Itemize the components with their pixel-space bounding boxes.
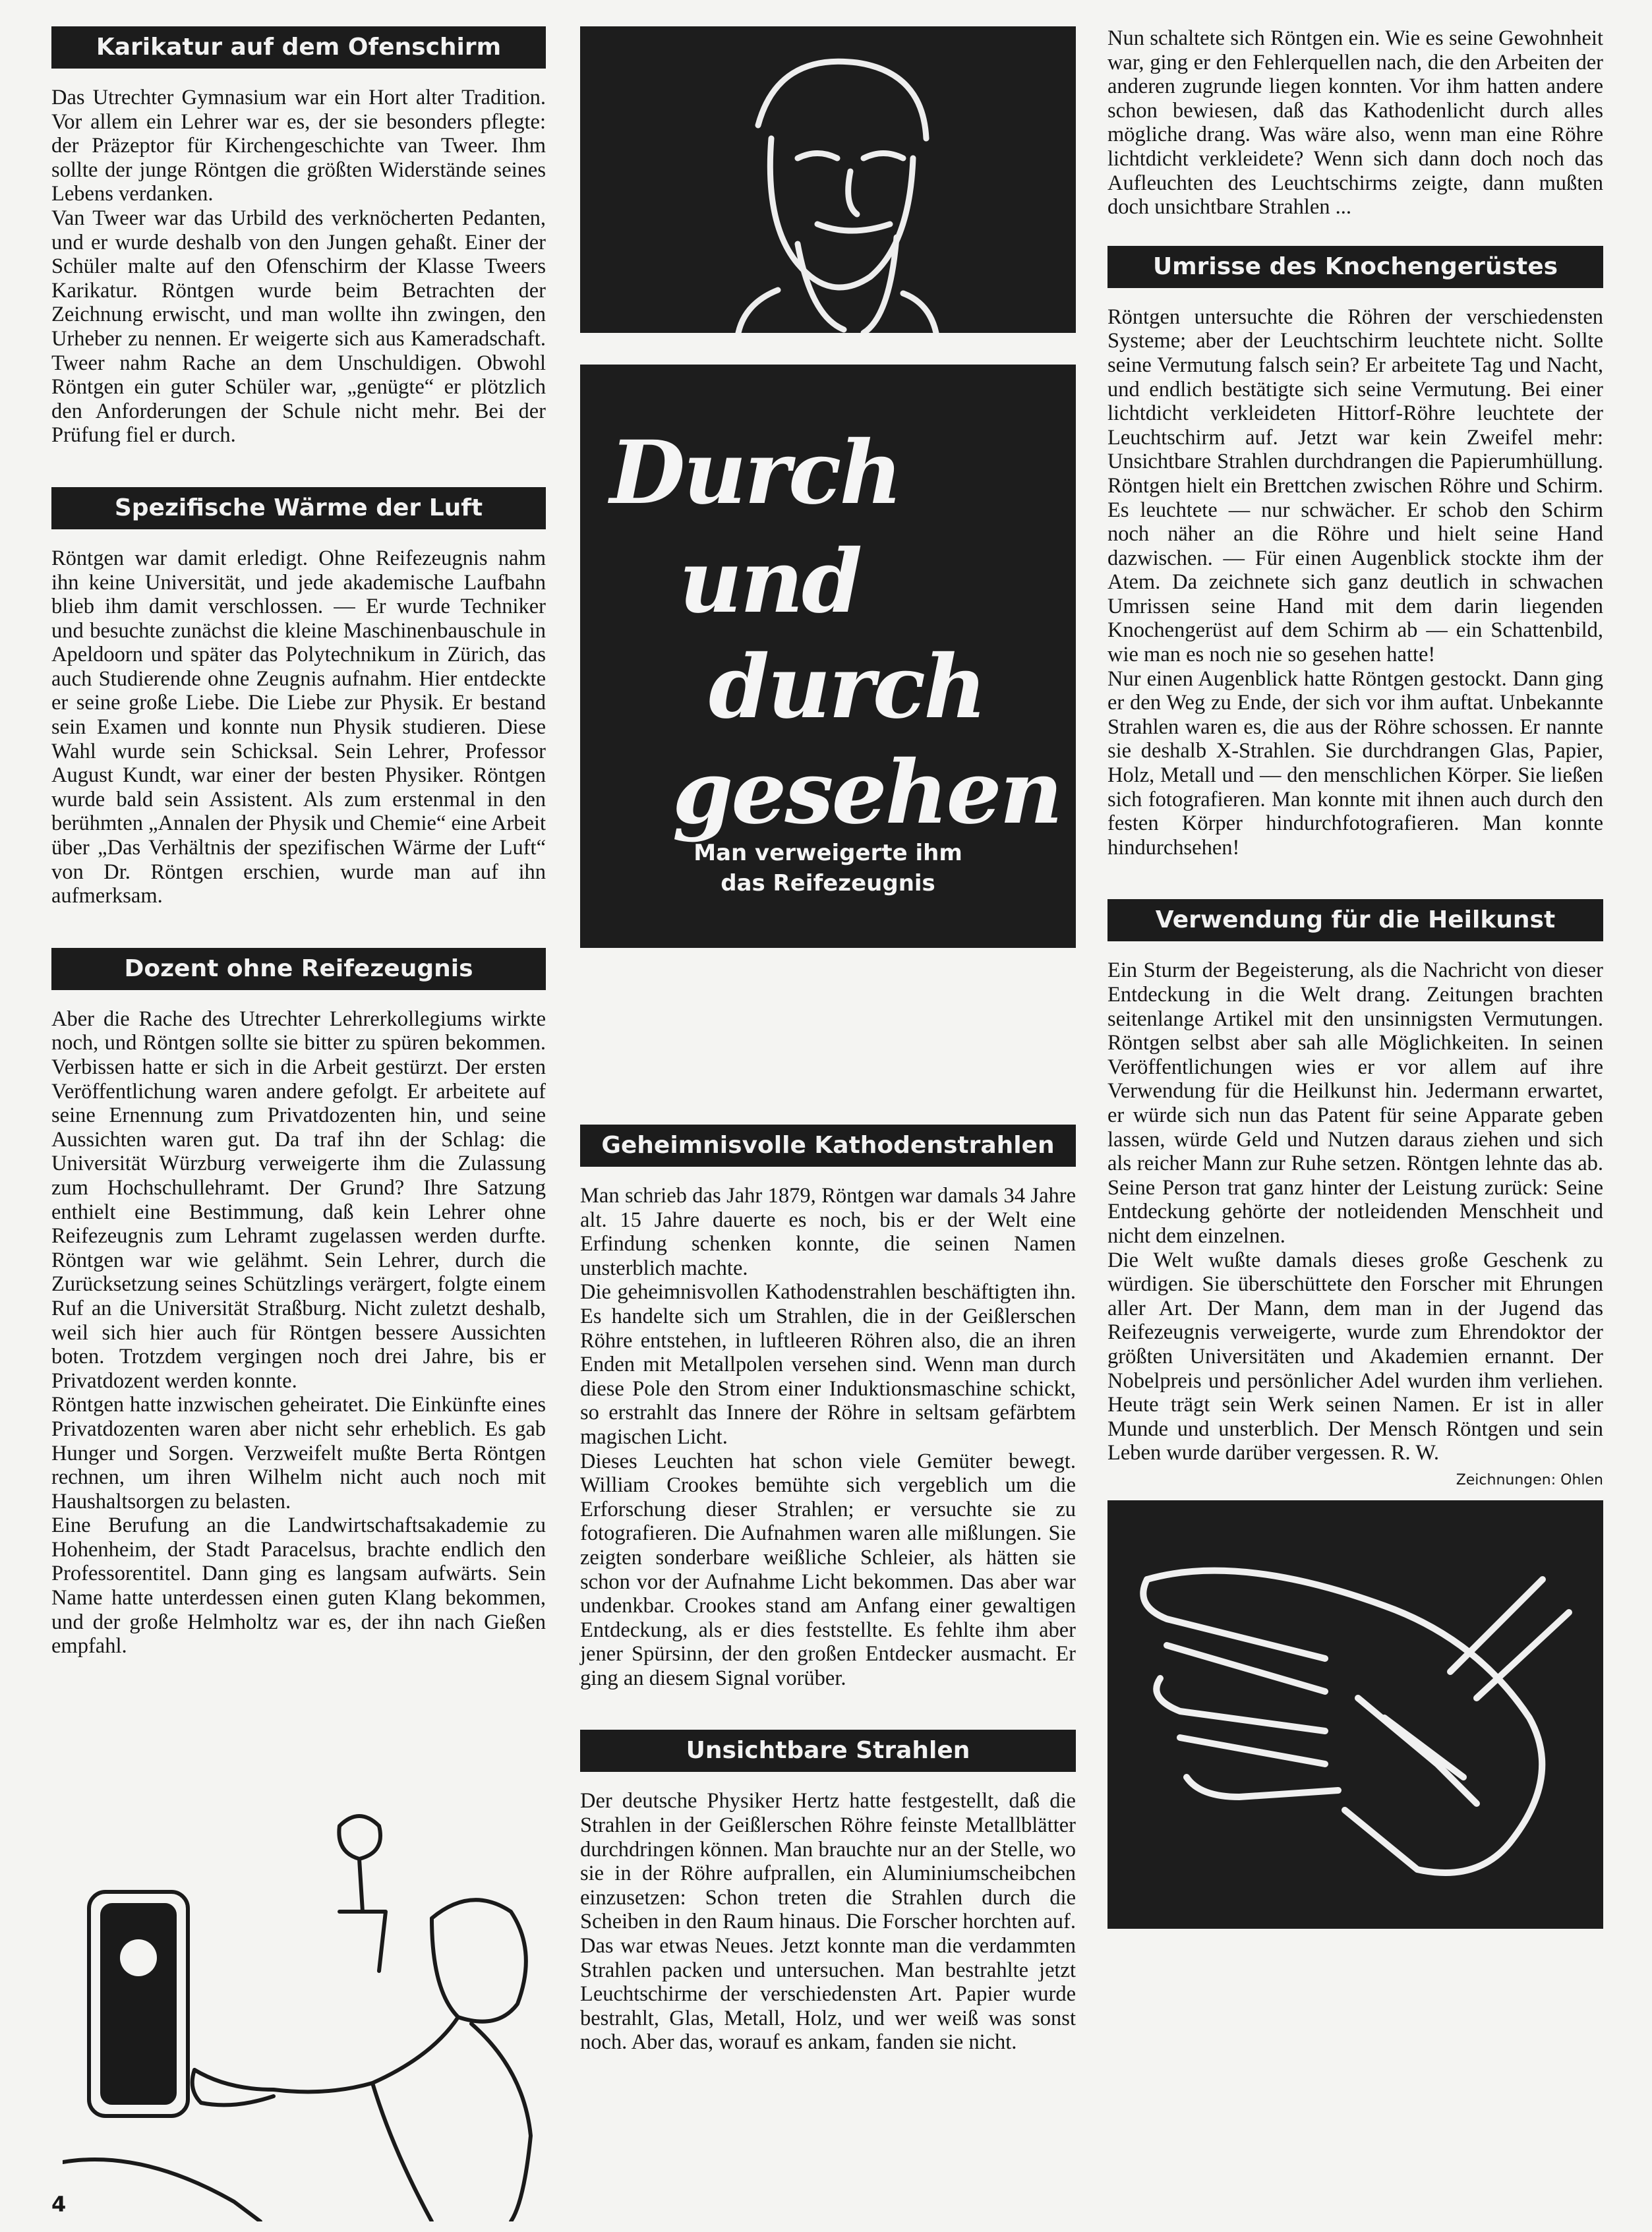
paragraph: Röntgen hatte inzwischen geheiratet. Die Einkünfte eines Privatdozenten waren aber nicht sehr erheblich. Es gab Hunger und Sorgen. Verzweifelt mußte Berta Röntgen rechnen, um ihren Wilhelm nicht auch noch mit Haushaltsorgen zu belasten. bbox=[51, 1393, 546, 1513]
paragraph: Man schrieb das Jahr 1879, Röntgen war damals 34 Jahre alt. 15 Jahre dauerte es noch, bis er der Welt eine Erfindung schenken konnte, die seinen Namen unsterblich machte. bbox=[580, 1184, 1076, 1280]
subtitle-line-2: das Reifezeugnis bbox=[721, 870, 935, 896]
caricature-sketch-icon bbox=[63, 1806, 550, 2221]
title-panel bbox=[580, 365, 1076, 948]
paragraph: Die Welt wußte damals dieses große Geschenk zu würdigen. Sie überschüttete den Forscher mit Ehrungen aller Art. Der Mann, dem man in der Jugend das Reifezeugnis verweigerte, wurde zum Ehrendoktor der größten Universitäten und Akademien ernannt. Der Nobelpreis und persönlicher Adel wurden ihm verliehen. Heute trägt sein Werk seinen Namen. Er ist in aller Munde und unsterblich. Der Mensch Röntgen und sein Leben wurde darüber vergessen. R. W. bbox=[1107, 1248, 1603, 1465]
section-heading-waerme: Spezifische Wärme der Luft bbox=[51, 487, 546, 529]
continued-text-space bbox=[580, 960, 1076, 1125]
paragraph: Aber die Rache des Utrechter Lehrerkollegiums wirkte noch, und Röntgen sollte sie bitter zu spüren bekommen. Verbissen hatte er sich in die Arbeit gestürzt. Der ersten Veröffentlichung waren andere gefolgt. Er arbeitete auf seine Ernennung zum Privatdozenten hin, und seine Aussichten waren gut. Da traf ihn der Schlag: die Universität Würzburg verweigerte ihm die Zulassung zum Hochschullehramt. Der Grund? Ihre Satzung enthielt eine Bestimmung, daß kein Lehrer ohne Reifezeugnis zum Lehramt zugelassen werden durfte. Röntgen war wie gelähmt. Sein Lehrer, durch die Zurücksetzung seines Schützlings verärgert, folgte einem Ruf an die Universität Straßburg. Nicht zuletzt deshalb, weil sich hier auch für Röntgen bessere Aussichten boten. Trotzdem vergingen noch drei Jahre, bis er Privatdozent werden konnte. bbox=[51, 1007, 546, 1393]
paragraph: Die geheimnisvollen Kathodenstrahlen beschäftigten ihn. Es handelte sich um Strahlen, die in der Geißlerschen Röhre entstehen, in luftleeren Röhren also, die an ihren Enden mit Metallpolen versehen sind. Wenn man durch diese Pole den Strom einer Induktionsmaschine schickt, so erstrahlt das Innere der Röhre in seltsam gefärbtem magischen Licht. bbox=[580, 1280, 1076, 1449]
column-middle bbox=[580, 26, 1076, 2055]
paragraph: Eine Berufung an die Landwirtschaftsakademie zu Hohenheim, der Stadt Paracelsus, brachte endlich den Professorentitel. Dann ging es langsam aufwärts. Sein Name hatte unterdessen einen guten Klang bekommen, und der große Helmholtz war es, der ihn nach Gießen empfahl. bbox=[51, 1513, 546, 1659]
section-heading-kathoden: Geheimnisvolle Kathodenstrahlen bbox=[580, 1125, 1076, 1167]
section-heading-karikatur: Karikatur auf dem Ofenschirm bbox=[51, 26, 546, 69]
section-heading-unsichtbar: Unsichtbare Strahlen bbox=[580, 1730, 1076, 1772]
section-heading-heilkunst: Verwendung für die Heilkunst bbox=[1107, 899, 1603, 941]
title-line-1: Durch bbox=[610, 422, 901, 524]
column-right bbox=[1107, 26, 1603, 1929]
title-line-4: gesehen bbox=[672, 742, 1061, 844]
title-line-2: und bbox=[679, 531, 861, 633]
illustration-credit: Zeichnungen: Ohlen bbox=[1456, 1471, 1603, 1488]
title-line-3: durch bbox=[709, 636, 986, 738]
subtitle-line-1: Man verweigerte ihm bbox=[693, 840, 962, 866]
paragraph: Van Tweer war das Urbild des verknöcherten Pedanten, und er wurde deshalb von den Jungen gehaßt. Einer der Schüler malte auf den Ofenschirm der Klasse Tweers Karikatur. Röntgen wurde beim Betrachten der Zeichnung erwischt, und man wollte ihn zwingen, den Urheber zu nennen. Er weigerte sich aus Kameradschaft. Tweer nahm Rache an dem Unschuldigen. Obwohl Röntgen ein guter Schüler war, „genügte“ er plötzlich den Anforderungen der Schule nicht mehr. Bei der Prüfung fiel er durch. bbox=[51, 206, 546, 448]
page-number: 4 bbox=[51, 2192, 67, 2217]
paragraph: Nun schaltete sich Röntgen ein. Wie es seine Gewohnheit war, ging er den Fehlerquellen nach, die den Arbeiten der anderen zugrunde liegen konnten. Vor ihm hatten andere schon bewiesen, daß das Kathodenlicht durch alles mögliche drang. Was wäre also, wenn man eine Röhre lichtdicht verkleidete? Wenn sich dann doch noch das Aufleuchten des Leuchtschirms zeigte, dann mußten doch unsichtbare Strahlen ... bbox=[1107, 26, 1603, 220]
xray-hand-illustration bbox=[1107, 1500, 1603, 1929]
xray-hand-icon bbox=[1107, 1500, 1603, 1929]
paragraph: Dieses Leuchten hat schon viele Gemüter bewegt. William Crookes bemühte sich vergeblich um die Erforschung dieser Strahlen; er versuchte sie zu fotografieren. Die Aufnahmen waren alle mißlungen. Sie zeigten sonderbare weißliche Schleier, als hätten sie schon vor der Aufnahme Licht bekommen. Das aber war undenkbar. Crookes stand am Anfang einer gewaltigen Entdeckung, als er dies feststellte. Es fehlte ihm aber jener Spürsinn, der den großen Entdecker ausmacht. Er ging an diesem Signal vorüber. bbox=[580, 1449, 1076, 1690]
paragraph: Röntgen untersuchte die Röhren der verschiedensten Systeme; aber der Leuchtschirm leuchtete nicht. Sollte seine Vermutung falsch sein? Er arbeitete Tag und Nacht, und endlich bestätigte sich seine Vermutung. Bei einer lichtdicht verkleideten Hittorf-Röhre leuchtete der Leuchtschirm auf. Jetzt war kein Zweifel mehr: Unsichtbare Strahlen durchdrangen die Papierumhüllung. Röntgen hielt ein Brettchen zwischen Röhre und Schirm. Es leuchtete — nur schwächer. Er schob den Schirm noch näher an die Röhre und hielt seine Hand dazwischen. — Für einen Augenblick stockte ihm der Atem. Da zeichnete sich ganz deutlich in schwachen Umrissen seine Hand mit dem darin liegenden Knochengerüst auf dem Schirm ab — ein Schattenbild, wie man es noch nie so gesehen hatte! bbox=[1107, 305, 1603, 667]
paragraph: Der deutsche Physiker Hertz hatte festgestellt, daß die Strahlen in der Geißlerschen Röhre feinste Metallblätter durchdringen können. Man brauchte nur an der Stelle, wo sie in der Röhre aufprallen, ein Aluminiumscheibchen einzusetzen: Schon treten die Strahlen durch die Scheiben in den Raum hinaus. Die Forscher horchten auf. Das war etwas Neues. Jetzt konnte man die verdammten Strahlen packen und untersuchen. Man bestrahlte jetzt Leuchtschirme der verschiedensten Art. Papier wurde bestrahlt, Glas, Metall, Holz, und wer weiß was sonst noch. Aber das, worauf es ankam, fanden sie nicht. bbox=[580, 1789, 1076, 2055]
subtitle bbox=[580, 838, 1076, 898]
paragraph: Das Utrechter Gymnasium war ein Hort alter Tradition. Vor allem ein Lehrer war es, der sie besonders pflegte: der Präzeptor für Kirchengeschichte van Tweer. Ihm sollte der junge Röntgen die größten Widerstände seines Lebens verdanken. bbox=[51, 86, 546, 206]
portrait-illustration bbox=[580, 26, 1076, 333]
section-heading-dozent: Dozent ohne Reifezeugnis bbox=[51, 948, 546, 990]
paragraph: Röntgen war damit erledigt. Ohne Reifezeugnis nahm ihn keine Universität, und jede akademische Laufbahn blieb ihm damit verschlossen. — Er wurde Techniker und besuchte zunächst die kleine Maschinenbauschule in Apeldoorn und später das Polytechnikum in Zürich, das auch Studierende ohne Zeugnis aufnahm. Hier entdeckte er seine große Liebe. Die Liebe zur Physik. Er bestand sein Examen und konnte nun Physik studieren. Diese Wahl wurde sein Schicksal. Sein Lehrer, Professor August Kundt, war einer der besten Physiker. Röntgen wurde bald sein Assistent. Als zum erstenmal in den berühmten „Annalen der Physik und Chemie“ eine Arbeit über „Das Verhältnis der spezifischen Wärme der Luft“ von Dr. Röntgen erschien, wurde man auf ihn aufmerksam. bbox=[51, 546, 546, 908]
column-left bbox=[51, 26, 546, 1659]
caricature-sketch-illustration bbox=[63, 1806, 550, 2221]
roentgen-portrait-icon bbox=[580, 26, 1076, 333]
paragraph: Nur einen Augenblick hatte Röntgen gestockt. Dann ging er den Weg zu Ende, der sich vor ihm auftat. Unbekannte Strahlen waren es, die aus der Röhre schossen. Er nannte sie deshalb X-Strahlen. Sie durchdrangen Glas, Papier, Holz, Metall und — den menschlichen Körper. Sie ließen sich fotografieren. Man konnte mit ihnen auch durch den festen Körper hindurchfotografieren. Man konnte hindurchsehen! bbox=[1107, 666, 1603, 860]
paragraph: Ein Sturm der Begeisterung, als die Nachricht von dieser Entdeckung in die Welt drang. Zeitungen brachten seitenlange Artikel mit den unsinnigsten Vermutungen. Röntgen selbst aber sah alle Möglichkeiten. In seinen Veröffentlichungen wies er vor allem auf ihre Verwendung für die Heilkunst hin. Jedermann erwartet, er würde sich nun das Patent für seine Apparate geben lassen, würde Geld und Nutzen daraus ziehen und sich als reicher Mann zur Ruhe setzen. Röntgen lehnte das ab. Seine Person trat ganz hinter der Leistung zurück: Seine Entdeckung gehörte der notleidenden Menschheit und nicht dem einzelnen. bbox=[1107, 958, 1603, 1248]
section-heading-umrisse: Umrisse des Knochengerüstes bbox=[1107, 246, 1603, 288]
